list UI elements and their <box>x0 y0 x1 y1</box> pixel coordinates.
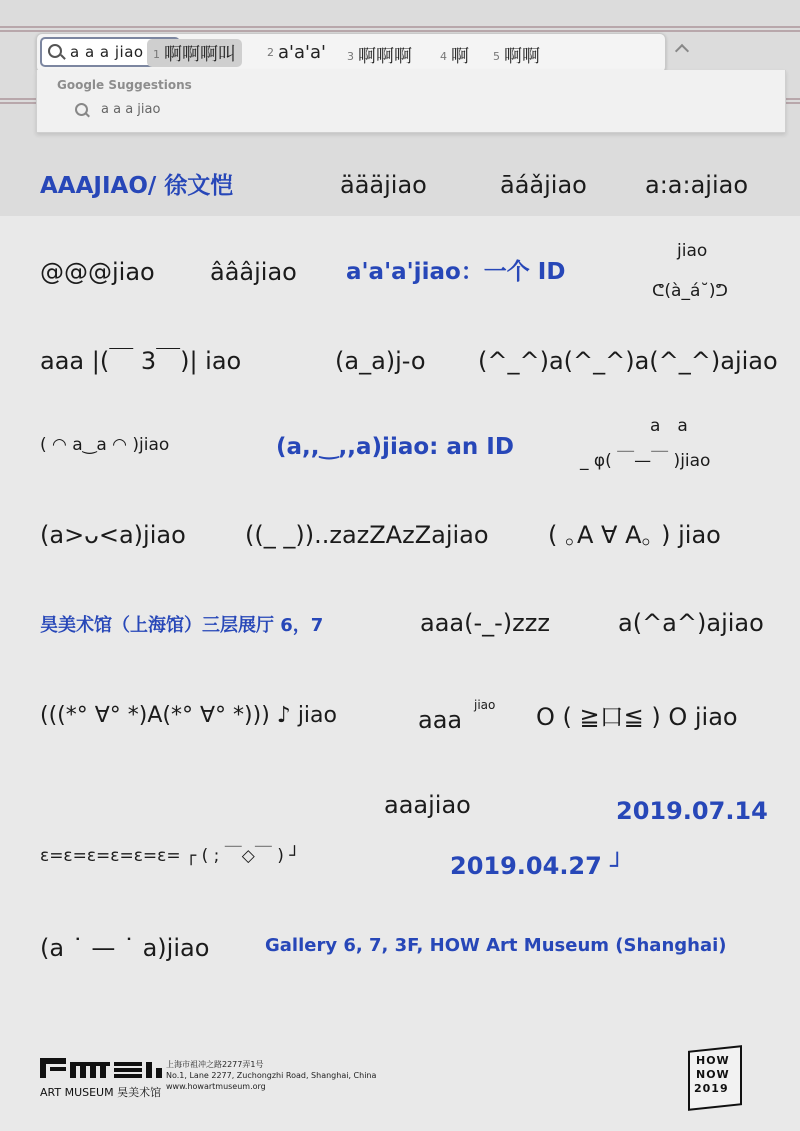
variant: âââjiao <box>210 258 297 286</box>
variant: (a_a)j-o <box>335 347 426 375</box>
stripe <box>0 30 800 32</box>
badge-line: NOW <box>696 1068 730 1081</box>
address-cn: 上海市祖冲之路2277弄1号 <box>166 1060 264 1069</box>
search-icon <box>48 44 62 58</box>
badge-line: HOW <box>696 1054 730 1067</box>
variant: āáǎjiao <box>500 171 587 199</box>
variant: ε=ε=ε=ε=ε=ε= ┌ ( ; ￣◇￣ ) ┘ <box>40 846 300 866</box>
variant: (^_^)a(^_^)a(^_^)ajiao <box>478 347 778 375</box>
variant: aaa(-_-)zzz <box>420 609 550 637</box>
candidate-4[interactable]: 4 啊 <box>440 46 469 67</box>
candidate-1[interactable]: 1 啊啊啊叫 <box>147 39 242 67</box>
variant-highlight: (a,,‿,,a)jiao: an ID <box>276 434 514 460</box>
variant: ( ｡A ∀ A｡ ) jiao <box>548 521 721 549</box>
variant: aaa |(￣ 3￣)| iao <box>40 347 242 375</box>
variant-superscript: jiao <box>474 698 496 712</box>
ime-candidate-bar <box>36 33 666 73</box>
suggestions-panel <box>36 70 786 133</box>
variant: (((*° ∀° *)A(*° ∀° *))) ♪ jiao <box>40 703 337 728</box>
end-date: 2019.07.14 <box>616 797 768 825</box>
variant: ᕦ(à_á˘)ᕤ <box>652 281 728 301</box>
venue-cn: 昊美术馆（上海馆）三层展厅 6，7 <box>40 615 324 636</box>
variant: jiao <box>677 241 708 261</box>
variant: (a>ᴗ<a)jiao <box>40 521 186 549</box>
variant: äääjiao <box>340 171 427 199</box>
variant: (a ˙ — ˙ a)jiao <box>40 934 210 962</box>
poster-title: AAAJIAO/ 徐文恺 <box>40 173 234 199</box>
variant: ((_ _))..zazZAzZajiao <box>245 521 489 549</box>
variant-highlight: a'a'a'jiao：一个 ID <box>346 259 566 285</box>
museum-name: ART MUSEUM 昊美术馆 <box>40 1086 162 1099</box>
candidate-3[interactable]: 3 啊啊啊 <box>347 46 412 67</box>
badge-line: 2019 <box>694 1082 729 1095</box>
variant: a(^a^)ajiao <box>618 609 764 637</box>
candidate-5[interactable]: 5 啊啊 <box>493 46 540 67</box>
variant: ( ◠ a‿a ◠ )jiao <box>40 435 170 455</box>
search-input-value: a a a jiao <box>70 43 144 61</box>
candidate-2[interactable]: 2 a'a'a' <box>267 42 326 63</box>
museum-url[interactable]: www.howartmuseum.org <box>166 1082 266 1091</box>
variant: a:a:ajiao <box>645 171 749 199</box>
start-date: 2019.04.27 ┘ <box>450 852 625 880</box>
variant: O ( ≧口≦ ) O jiao <box>536 703 738 731</box>
variant: a a <box>650 416 688 436</box>
suggestion-item[interactable]: a a a jiao <box>101 102 161 117</box>
variant: @@@jiao <box>40 258 155 286</box>
address-en: No.1, Lane 2277, Zuchongzhi Road, Shanghai, China <box>166 1071 377 1080</box>
suggestions-header: Google Suggestions <box>57 78 192 92</box>
variant: aaajiao <box>384 791 471 819</box>
variant: aaa <box>418 706 463 734</box>
venue-en: Gallery 6, 7, 3F, HOW Art Museum (Shanghai) <box>265 935 727 956</box>
stripe <box>0 26 800 28</box>
search-icon <box>75 103 88 116</box>
how-now-badge <box>684 1048 744 1108</box>
museum-address <box>166 1059 376 1092</box>
variant: _ φ( ￣—￣ )jiao <box>580 451 711 471</box>
